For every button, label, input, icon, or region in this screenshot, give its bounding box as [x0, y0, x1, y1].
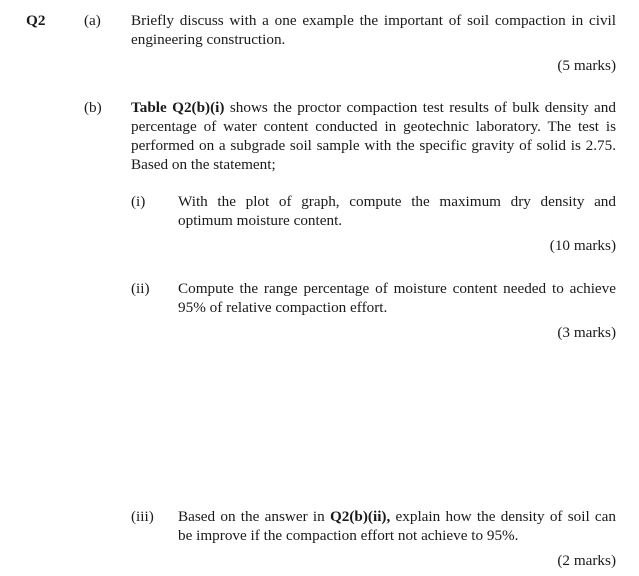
sub-ii-text: Compute the range percentage of moisture content needed to achieve 95% of relative compaction effort.: [178, 280, 616, 316]
sub-iii-text-before: Based on the answer in: [178, 508, 330, 525]
sub-iii-text-after: explain how the density of soil can be improve if the compaction effort not achieve to 95%.: [178, 508, 616, 544]
part-b-label: (b): [84, 99, 102, 116]
sub-iii-label: (iii): [131, 508, 154, 525]
sub-ii-marks: (3 marks): [557, 324, 616, 341]
part-a-label: (a): [84, 12, 101, 29]
part-b-text: [131, 98, 616, 174]
sub-iii-marks: (2 marks): [557, 552, 616, 569]
sub-iii-reference: Q2(b)(ii),: [329, 508, 391, 525]
sub-i-label: (i): [131, 193, 146, 210]
sub-i-text: With the plot of graph, compute the maximum dry density and optimum moisture content.: [178, 193, 616, 229]
sub-ii-label: (ii): [131, 280, 150, 297]
part-a-text: Briefly discuss with a one example the important of soil compaction in civil engineering construction.: [131, 12, 616, 48]
sub-iii-text: [178, 507, 616, 545]
part-b-body: shows the proctor compaction test results of bulk density and percentage of water content conducted in geotechnic laboratory. The test is performed on a subgrade soil sample with the specific gravity of solid is 2.75. Based on the statement;: [131, 99, 616, 173]
table-reference: Table Q2(b)(i): [131, 99, 225, 116]
question-number: Q2: [26, 12, 46, 29]
sub-i-marks: (10 marks): [549, 237, 616, 254]
part-a-marks: (5 marks): [557, 57, 616, 74]
